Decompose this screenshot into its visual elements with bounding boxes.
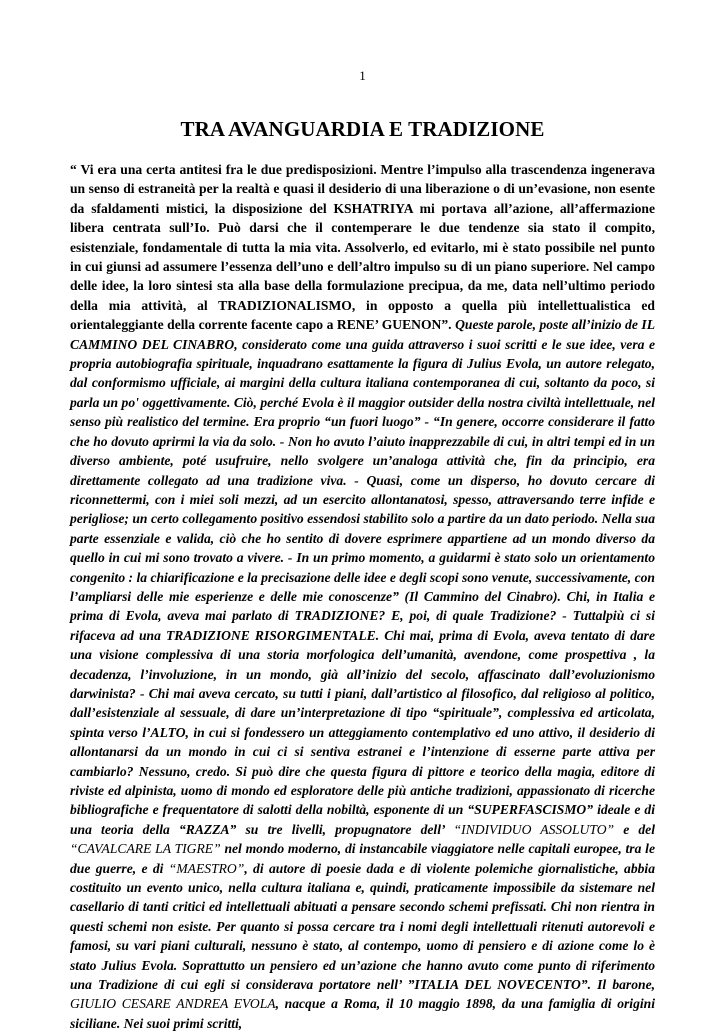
text-segment: nel mondo moderno, di instancabile viaggiatore nelle capitali europee, tra le due guerre, e di [70, 841, 655, 876]
text-segment: Queste parole, poste all’inizio de IL CAMMINO DEL CINABRO, considerato come una guida attraverso i suoi scritti e le sue idee, vera e propria autobiografia spirituale, inquadrano esattamente la figura di Julius Evola, un autore relegato, dal conformismo ufficiale, ai margini della cultura italiana contemporanea di cui, soltanto da poco, si parla un po' oggettivamente. Ciò, perché Evola è il maggior outsider della nostra civiltà intellettuale, nel senso più realistico del termine. Era proprio “un fuori luogo” - “In genere, occorre considerare il fatto che ho dovuto aprirmi la via da solo. - Non ho avuto l’aiuto inapprezzabile di cui, in altri tempi ed in un diverso ambiente, poté usufruire, nello svolgere un’analoga attività che, fin da principio, era direttamente collegato ad una tradizione viva. - Quasi, come un disperso, ho dovuto cercare di riconnettermi, con i miei soli mezzi, ad un esercito allontanatosi, spesso, attraversando terre infide e perigliose; un certo collegamento positivo essendosi stabilito solo a partire da un dato periodo. Nella sua parte essenziale e valida, ciò che ho sentito di dovere esprimere appartiene ad un mondo diverso da quello in cui mi sono trovato a vivere. - In un primo momento, a guidarmi è stato solo un orientamento congenito : la chiarificazione e la precisazione delle idee e degli scopi sono venute, successivamente, con l’ampliarsi delle mie esperienze e delle mie conoscenze” (Il Cammino del Cinabro). Chi, in Italia e prima di Evola, aveva mai parlato di TRADIZIONE? E, poi, di quale Tradizione? - Tuttalpiù ci si rifaceva ad una TRADIZIONE RISORGIMENTALE. Chi mai, prima di Evola, aveva tentato di dare una visione complessiva di una storia morfologica dell’umanità, avendone, come prospettiva , la decadenza, l’involuzione, in un mondo, già all’inizio del secolo, affascinato dall’evoluzionismo darwinista? - Chi mai aveva cercato, su tutti i piani, dall’artistico al filosofico, dal religioso al politico, dall’esistenziale al sessuale, di dare un’interpretazione di tipo “spirituale”, complessiva ed articolata, spinta verso l’ALTO, in cui si fondessero un atteggiamento contemplativo ed uno attivo, il desiderio di allontanarsi da un mondo in cui ci si sentiva estranei e l’intenzione di esserne parte attiva per cambiarlo? Nessuno, credo. Si può dire che questa figura di pittore e teorico della magia, editore di riviste ed alpinista, uomo di mondo ed esploratore delle più antiche tradizioni, appassionato di ricerche bibliografiche e frequentatore di salotti della nobiltà, esponente di un “SUPERFASCISMO” ideale e di una teoria della “RAZZA” su tre livelli, propugnatore dell’ [70, 317, 655, 837]
page-number: 1 [359, 68, 366, 83]
body-paragraph [70, 160, 655, 1033]
text-segment: “MAESTRO” [168, 860, 245, 876]
text-segment: , nacque a Roma, il 10 maggio 1898, da una famiglia di origini siciliane. Nei suoi primi scritti, [70, 996, 655, 1031]
text-segment: “ Vi era una certa antitesi fra le due predisposizioni. Mentre l’impulso alla trascendenza ingenerava un senso di estraneità per la realtà e quasi il desiderio di una liberazione o di un’evasione, non esente da sfaldamenti mistici, la disposizione del KSHATRIYA mi portava all’azione, all’affermazione libera centrata sull’Io. Può darsi che il contemperare le due tendenze sia stato il compito, esistenziale, fondamentale di tutta la mia vita. Assolverlo, ed evitarlo, mi è stato possibile nel punto in cui giunsi ad assumere l’essenza dell’uno e dell’altro impulso su di un piano superiore. Nel campo delle idee, la loro sintesi sta alla base della formulazione precipua, da me, data nell’ultimo periodo della mia attività, al TRADIZIONALISMO, in opposto a quella più intellettualistica ed orientaleggiante della corrente facente capo a RENE’ GUENON”. [70, 162, 655, 333]
text-segment: GIULIO CESARE ANDREA EVOLA [70, 996, 276, 1012]
text-segment: “INDIVIDUO ASSOLUTO” [453, 821, 615, 837]
text-segment: “CAVALCARE LA TIGRE” [70, 841, 221, 857]
text-segment: , di autore di poesie dada e di violente polemiche giornalistiche, abbia costituito un evento unico, nella cultura italiana e, quindi, praticamente impossibile da sistemare nel casellario di tanti critici ed intellettuali abituati a pensare secondo schemi prefissati. Chi non rientra in questi schemi non esiste. Per quanto si possa cercare tra i nomi degli intellettuali ritenuti autorevoli e famosi, su vari piani culturali, nessuno è stato, al contempo, uomo di pensiero e di azione come lo è stato Julius Evola. Soprattutto un pensiero ed un’azione che hanno avuto come punto di riferimento una Tradizione di cui egli si considerava portatore nell’ ”ITALIA DEL NOVECENTO”. Il barone, [70, 860, 655, 993]
text-segment: e del [614, 821, 655, 837]
document-title: TRA AVANGUARDIA E TRADIZIONE [180, 117, 545, 141]
